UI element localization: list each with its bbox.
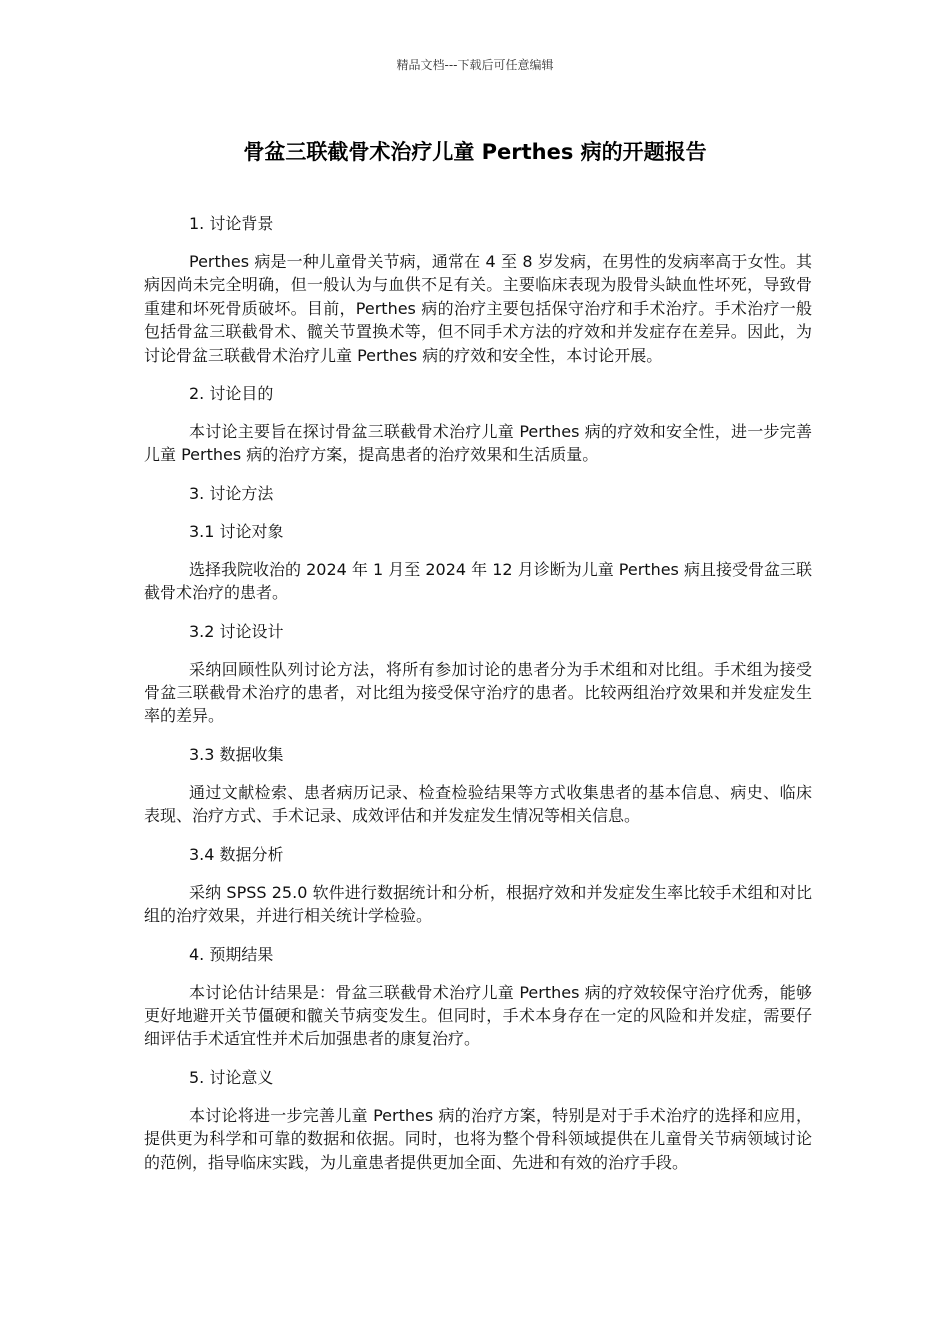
body-paragraph: 采纳 SPSS 25.0 软件进行数据统计和分析，根据疗效和并发症发生率比较手术组和对比组的治疗效果，并进行相关统计学检验。 xyxy=(144,882,812,926)
section-heading: 2. 讨论目的 xyxy=(189,384,274,404)
body-paragraph: 通过文献检索、患者病历记录、检查检验结果等方式收集患者的基本信息、病史、临床表现、治疗方式、手术记录、成效评估和并发症发生情况等相关信息。 xyxy=(144,782,812,826)
section-heading: 3.2 讨论设计 xyxy=(189,621,284,641)
body-paragraph: 本讨论将进一步完善儿童 Perthes 病的治疗方案，特别是对于手术治疗的选择和应用，提供更为科学和可靠的数据和依据。同时，也将为整个骨科领域提供在儿童骨关节病领域讨论的范例，指导临床实践，为儿童患者提供更加全面、先进和有效的治疗手段。 xyxy=(144,1105,812,1172)
document-title: 骨盆三联截骨术治疗儿童 Perthes 病的开题报告 xyxy=(243,140,707,164)
section-heading: 3.1 讨论对象 xyxy=(189,521,284,541)
section-heading: 1. 讨论背景 xyxy=(189,214,274,233)
section-heading: 3.4 数据分析 xyxy=(189,844,284,864)
body-paragraph: 采纳回顾性队列讨论方法，将所有参加讨论的患者分为手术组和对比组。手术组为接受骨盆三联截骨术治疗的患者，对比组为接受保守治疗的患者。比较两组治疗效果和并发症发生率的差异。 xyxy=(144,659,812,726)
header-note: 精品文档---下载后可任意编辑 xyxy=(396,58,554,72)
section-heading: 4. 预期结果 xyxy=(189,944,274,964)
body-paragraph: Perthes 病是一种儿童骨关节病，通常在 4 至 8 岁发病，在男性的发病率高于女性。其病因尚未完全明确，但一般认为与血供不足有关。主要临床表现为股骨头缺血性坏死，导致骨重建和坏死骨质破坏。目前，Perthes 病的治疗主要包括保守治疗和手术治疗。手术治疗一般包括骨盆三联截骨术、髋关节置换术等，但不同手术方法的疗效和并发症存在差异。因此，为讨论骨盆三联截骨术治疗儿童 Perthes 病的疗效和安全性，本讨论开展。 xyxy=(144,252,812,365)
body-paragraph: 本讨论主要旨在探讨骨盆三联截骨术治疗儿童 Perthes 病的疗效和安全性，进一步完善儿童 Perthes 病的治疗方案，提高患者的治疗效果和生活质量。 xyxy=(144,422,812,465)
section-heading: 5. 讨论意义 xyxy=(189,1067,274,1087)
document-body xyxy=(144,212,812,1189)
section-heading: 3.3 数据收集 xyxy=(189,744,284,764)
body-paragraph: 选择我院收治的 2024 年 1 月至 2024 年 12 月诊断为儿童 Perthes 病且接受骨盆三联截骨术治疗的患者。 xyxy=(144,559,812,603)
body-paragraph: 本讨论估计结果是：骨盆三联截骨术治疗儿童 Perthes 病的疗效较保守治疗优秀，能够更好地避开关节僵硬和髋关节病变发生。但同时，手术本身存在一定的风险和并发症，需要仔细评估手术适宜性并术后加强患者的康复治疗。 xyxy=(144,982,812,1049)
section-heading: 3. 讨论方法 xyxy=(189,483,274,503)
